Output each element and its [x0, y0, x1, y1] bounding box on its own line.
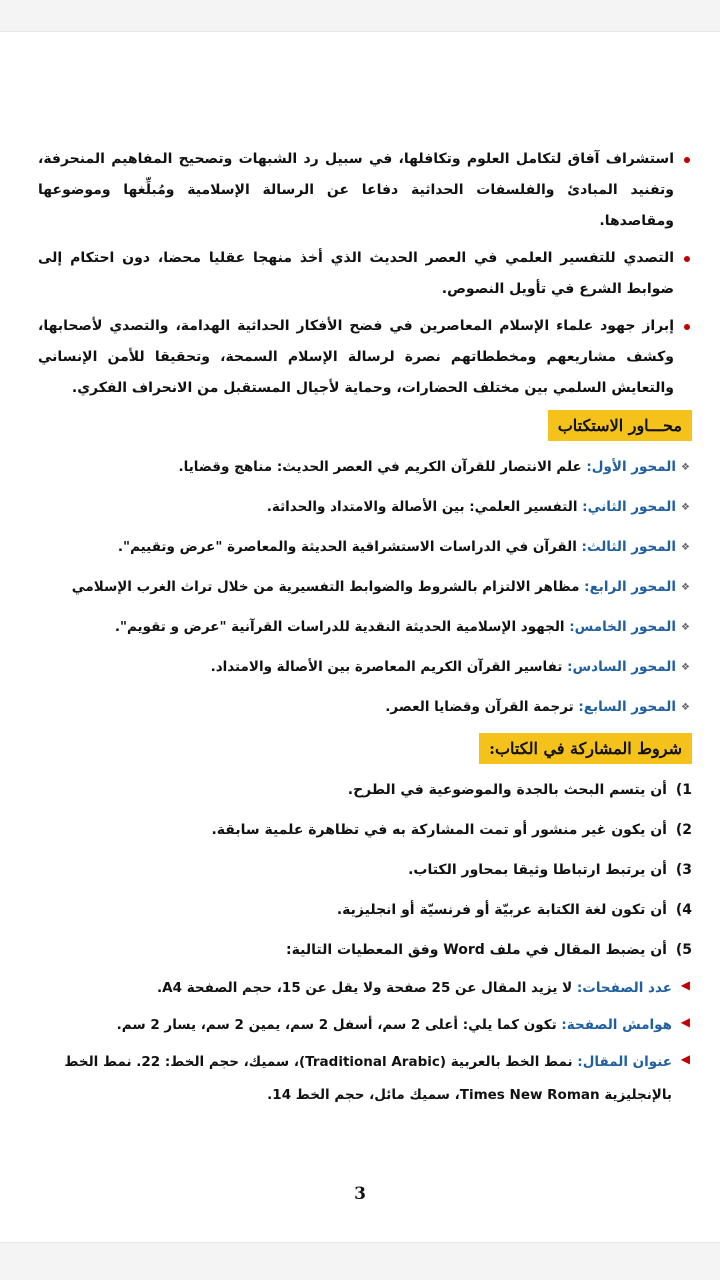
- list-item: ❖ المحور الأول: علم الانتصار للقرآن الكريم في العصر الحديث: مناهج وقضايا.: [178, 459, 690, 475]
- list-item: 1) أن يتسم البحث بالجدة والموضوعية في الطرح.: [347, 782, 692, 798]
- list-item: ❖ المحور الخامس: الجهود الإسلامية الحديثة النقدية للدراسات القرآنية "عرض و تقويم".: [114, 619, 690, 635]
- list-item: ❖ المحور الثالث: القرآن في الدراسات الاستشراقية الحديثة والمعاصرة "عرض وتقييم".: [117, 539, 690, 555]
- list-item: 4) أن تكون لغة الكتابة عربيّة أو فرنسيّة أو انجليزية.: [336, 902, 692, 918]
- diamond-bullet-icon: ❖: [681, 702, 690, 713]
- list-item: إبراز جهود علماء الإسلام المعاصرين في فضح الأفكار الحداثية الهدامة، والتصدي لأصحابها، وكشف مشاريعهم ومخططاتهم نصرة لرسالة الإسلام السمحة، وتحقيقا للأمن الإنساني والتعايش السلمي بين مختلف الحضارات، وحماية لأجيال المستقبل من الانحراف الفكري.: [38, 311, 692, 404]
- list-item: استشراف آفاق لتكامل العلوم وتكافلها، في سبيل رد الشبهات وتصحيح المفاهيم المنحرفة، وتفنيد المبادئ والفلسفات الحداثية دفاعا عن الرسالة الإسلامية ومُبلِّغها وموضوعها ومقاصدها.: [38, 144, 692, 237]
- arrow-bullet-icon: ◀: [680, 978, 690, 992]
- format-specs-list: [38, 970, 692, 1114]
- diamond-bullet-icon: ❖: [681, 462, 690, 473]
- list-item: 3) أن يرتبط ارتباطا وثيقا بمحاور الكتاب.: [408, 862, 692, 878]
- conditions-heading: شروط المشاركة في الكتاب:: [38, 733, 692, 764]
- bullet-dot-icon: [684, 324, 690, 330]
- arrow-bullet-icon: ◀: [680, 1052, 690, 1066]
- diamond-bullet-icon: ❖: [681, 502, 690, 513]
- diamond-bullet-icon: ❖: [681, 622, 690, 633]
- diamond-bullet-icon: ❖: [681, 582, 690, 593]
- list-item: ❖ المحور السادس: تفاسير القرآن الكريم المعاصرة بين الأصالة والامتداد.: [210, 659, 690, 675]
- objectives-list: [38, 144, 692, 404]
- list-item: ❖ المحور الثاني: التفسير العلمي: بين الأصالة والامتداد والحداثة.: [266, 499, 690, 515]
- list-item: 2) أن يكون غير منشور أو تمت المشاركة به في تظاهرة علمية سابقة.: [211, 822, 692, 838]
- diamond-bullet-icon: ❖: [681, 542, 690, 553]
- list-item: ◀ عنوان المقال: نمط الخط بالعربية (Traditional Arabic)، سميك، حجم الخط: 22. نمط الخط بالإنجليزية Times New Roman، سميك مائل، حجم الخط 14.: [64, 1052, 690, 1103]
- axes-list: [38, 447, 692, 727]
- page-number: 3: [354, 1184, 366, 1204]
- list-item: 5) أن يضبط المقال في ملف Word وفق المعطيات التالية:: [286, 942, 692, 958]
- list-item: ❖ المحور السابع: ترجمة القرآن وقضايا العصر.: [385, 699, 690, 715]
- list-item: ◀ عدد الصفحات: لا يزيد المقال عن 25 صفحة ولا يقل عن 15، حجم الصفحة A4.: [157, 978, 690, 996]
- list-item: ❖ المحور الرابع: مظاهر الالتزام بالشروط والضوابط التفسيرية من خلال تراث الغرب الإسلامي: [71, 579, 690, 595]
- document-page: [0, 32, 720, 1242]
- arrow-bullet-icon: ◀: [680, 1015, 690, 1029]
- page-content: [38, 144, 692, 1114]
- diamond-bullet-icon: ❖: [681, 662, 690, 673]
- bullet-dot-icon: [684, 256, 690, 262]
- list-item: التصدي للتفسير العلمي في العصر الحديث الذي أخذ منهجا عقليا محضا، دون احتكام إلى ضوابط الشرع في تأويل النصوص.: [38, 243, 692, 305]
- list-item: ◀ هوامش الصفحة: تكون كما يلي: أعلى 2 سم، أسفل 2 سم، يمين 2 سم، يسار 2 سم.: [116, 1015, 690, 1033]
- conditions-list: [38, 770, 692, 970]
- bullet-dot-icon: [684, 157, 690, 163]
- axes-heading: محـــاور الاستكتاب: [38, 410, 692, 441]
